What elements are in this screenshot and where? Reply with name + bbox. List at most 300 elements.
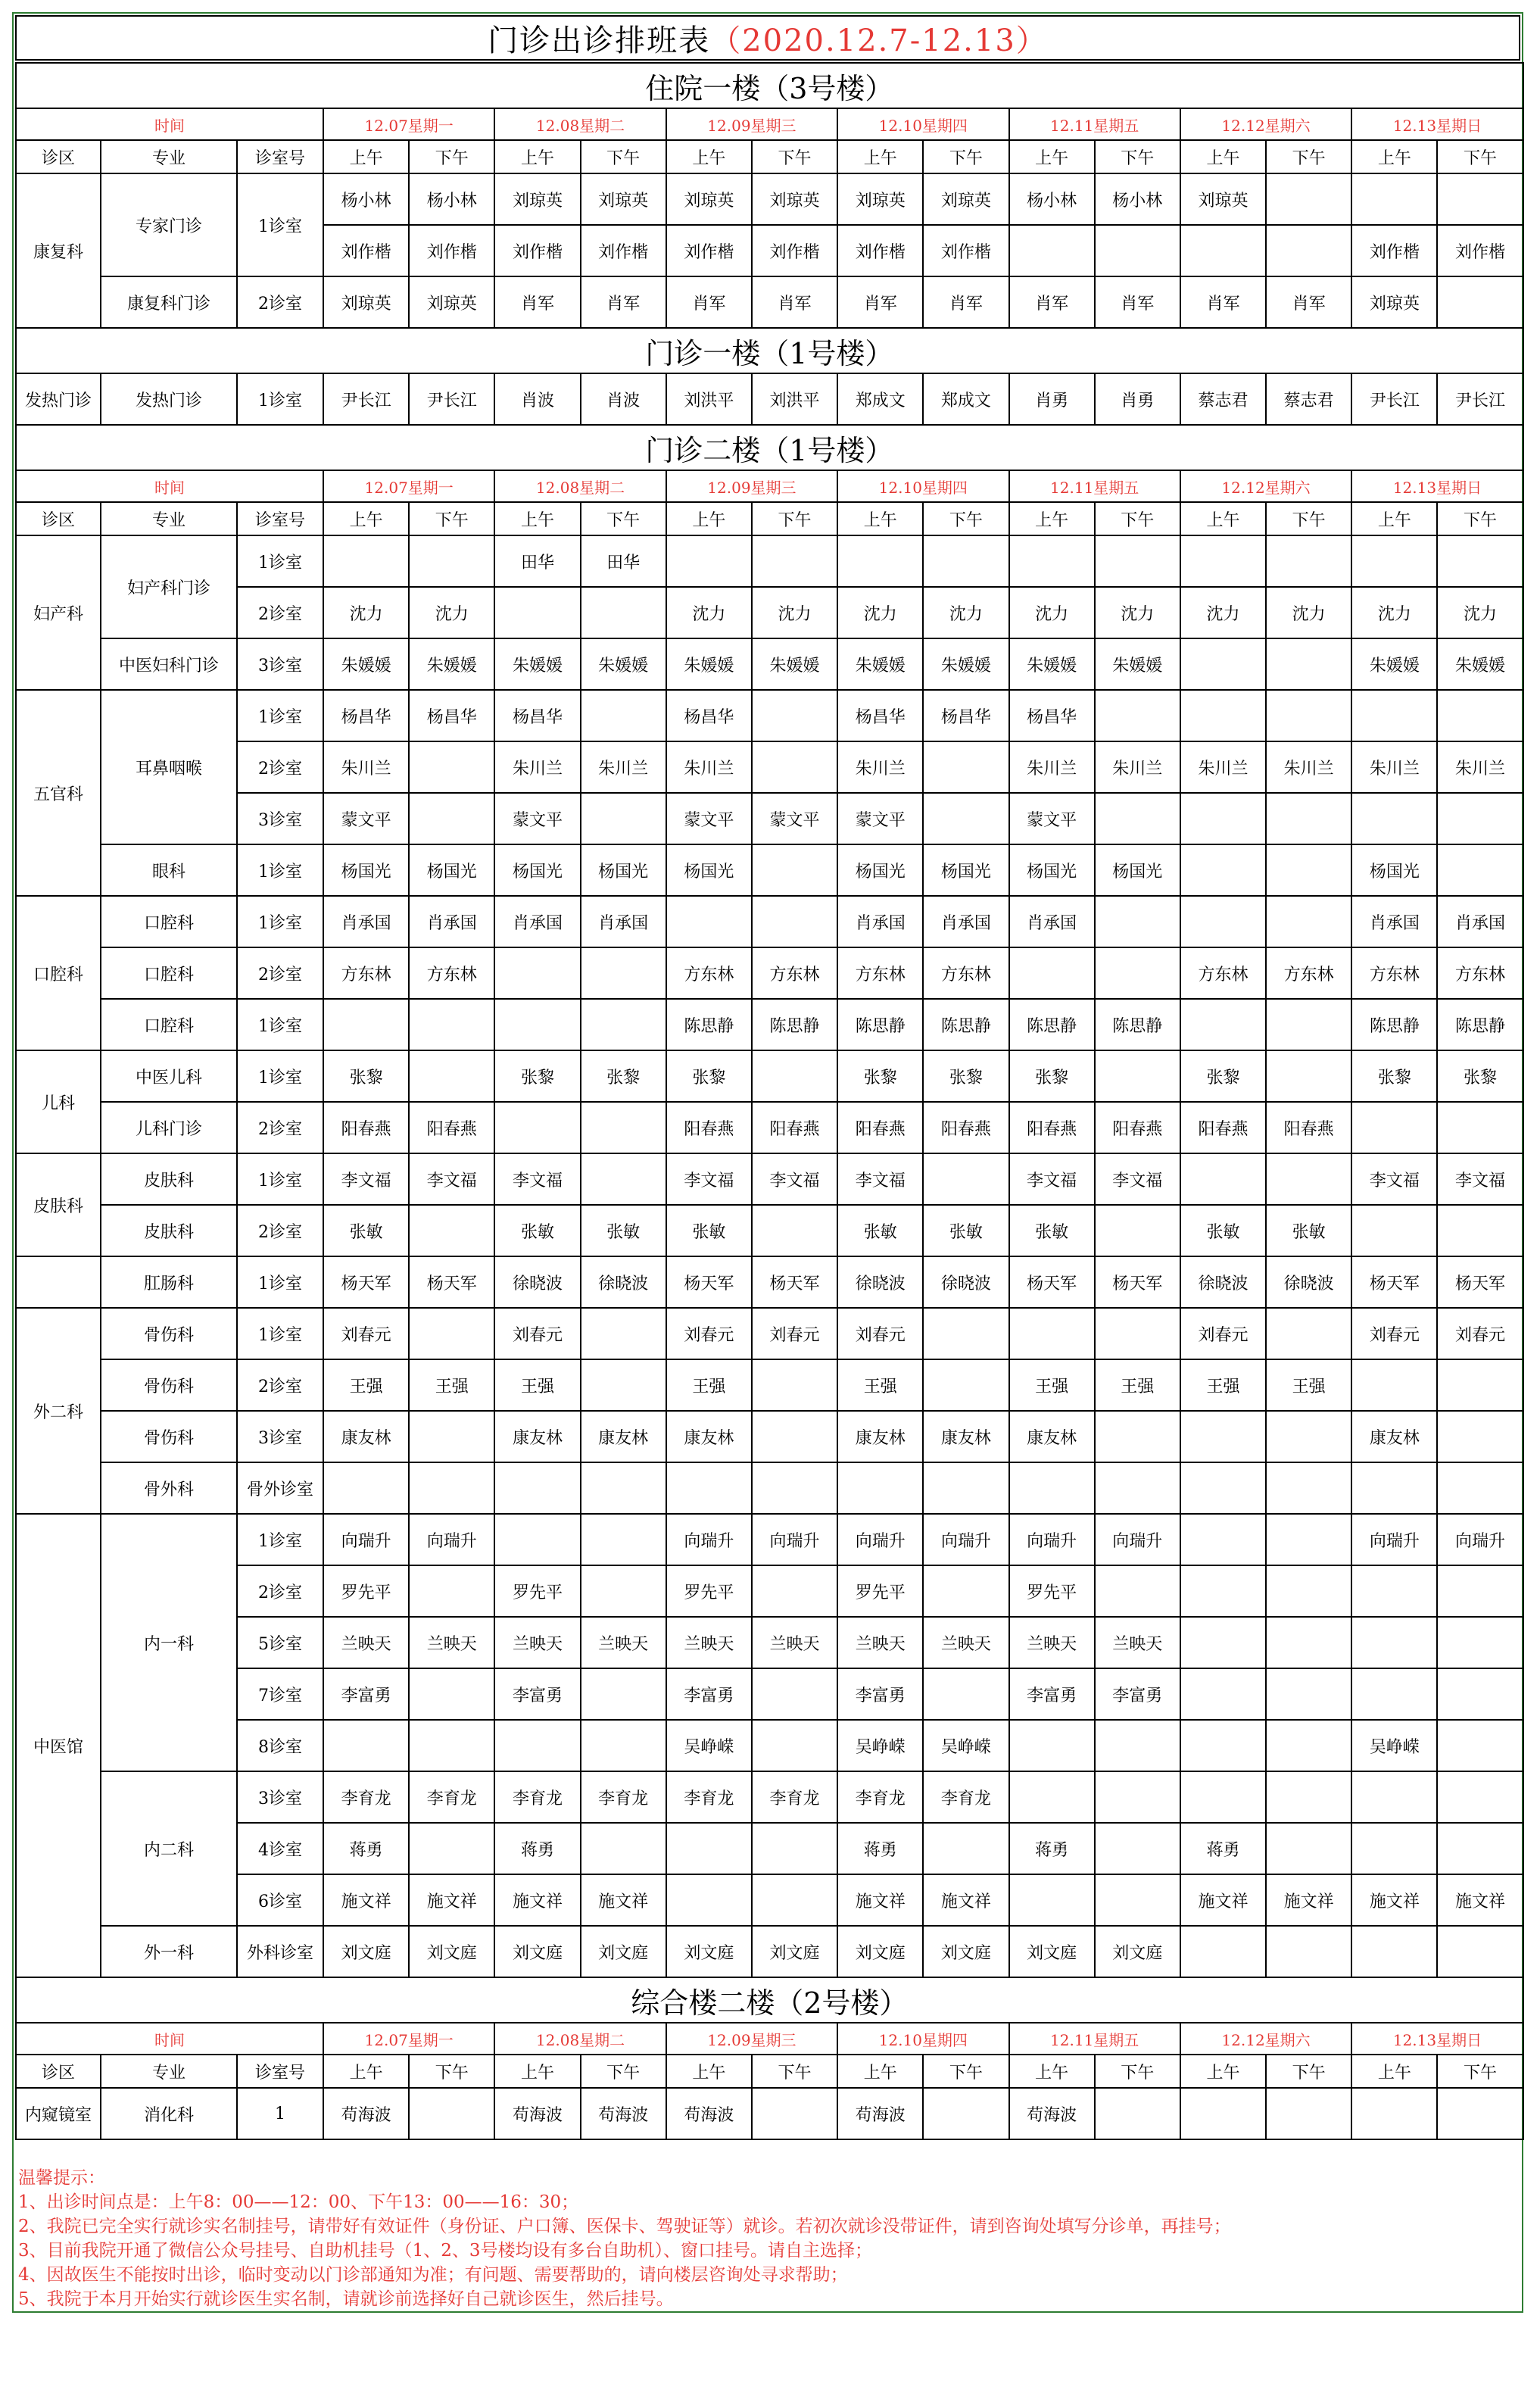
doctor-cell: 方东林 bbox=[409, 947, 494, 999]
table-row bbox=[16, 1874, 1523, 1926]
doctor-cell: 阳春燕 bbox=[752, 1102, 837, 1153]
day-header: 12.08星期二 bbox=[494, 108, 666, 140]
doctor-cell: 兰映天 bbox=[1095, 1617, 1180, 1668]
table-row bbox=[16, 1205, 1523, 1256]
doctor-cell: 蒙文平 bbox=[323, 793, 409, 844]
specialty-cell: 内二科 bbox=[101, 1771, 237, 1926]
table-row bbox=[16, 276, 1523, 328]
doctor-cell: 刘琼英 bbox=[409, 276, 494, 328]
doctor-cell: 杨昌华 bbox=[666, 690, 752, 741]
doctor-cell bbox=[1351, 1771, 1437, 1823]
floor-name: 综合楼二楼（2号楼） bbox=[16, 1977, 1523, 2023]
doctor-cell: 肖承国 bbox=[581, 896, 666, 947]
day-header: 12.12星期六 bbox=[1180, 470, 1351, 502]
doctor-cell bbox=[1437, 1771, 1523, 1823]
doctor-cell: 兰映天 bbox=[1009, 1617, 1095, 1668]
table-row bbox=[16, 1102, 1523, 1153]
doctor-cell: 徐晓波 bbox=[1180, 1256, 1266, 1308]
doctor-cell: 李富勇 bbox=[666, 1668, 752, 1720]
doctor-cell bbox=[1351, 2088, 1437, 2139]
doctor-cell: 施文祥 bbox=[837, 1874, 923, 1926]
am-header: 上午 bbox=[1009, 2055, 1095, 2088]
doctor-cell: 罗先平 bbox=[494, 1565, 580, 1617]
doctor-cell bbox=[752, 1565, 837, 1617]
doctor-cell: 肖军 bbox=[581, 276, 666, 328]
day-header: 12.13星期日 bbox=[1351, 108, 1523, 140]
room-cell: 2诊室 bbox=[237, 587, 323, 638]
doctor-cell: 李育龙 bbox=[409, 1771, 494, 1823]
doctor-cell bbox=[923, 1462, 1008, 1514]
floor-header-row bbox=[16, 1977, 1523, 2023]
doctor-cell: 蒙文平 bbox=[1009, 793, 1095, 844]
doctor-cell: 杨国光 bbox=[1095, 844, 1180, 896]
doctor-cell bbox=[1437, 173, 1523, 225]
specialty-cell: 外一科 bbox=[101, 1926, 237, 1977]
schedule-sheet bbox=[12, 12, 1523, 2313]
zone-cell: 五官科 bbox=[16, 690, 101, 896]
doctor-cell bbox=[752, 1411, 837, 1462]
doctor-cell: 蔡志君 bbox=[1180, 373, 1266, 425]
notice-title: 温馨提示： bbox=[18, 2168, 105, 2188]
doctor-cell bbox=[923, 535, 1008, 587]
doctor-cell bbox=[923, 2088, 1008, 2139]
room-cell: 1诊室 bbox=[237, 1153, 323, 1205]
doctor-cell: 王强 bbox=[494, 1359, 580, 1411]
doctor-cell: 刘文庭 bbox=[323, 1926, 409, 1977]
column-header-row bbox=[16, 502, 1523, 535]
doctor-cell bbox=[1095, 1050, 1180, 1102]
column-header-row bbox=[16, 140, 1523, 173]
doctor-cell: 刘春元 bbox=[752, 1308, 837, 1359]
doctor-cell bbox=[752, 1050, 837, 1102]
room-cell: 1诊室 bbox=[237, 1308, 323, 1359]
doctor-cell: 肖承国 bbox=[837, 896, 923, 947]
doctor-cell: 刘文庭 bbox=[1095, 1926, 1180, 1977]
doctor-cell bbox=[923, 1359, 1008, 1411]
doctor-cell: 阳春燕 bbox=[1266, 1102, 1351, 1153]
specialty-cell: 专家门诊 bbox=[101, 173, 237, 276]
doctor-cell: 杨昌华 bbox=[1009, 690, 1095, 741]
am-header: 上午 bbox=[837, 2055, 923, 2088]
doctor-cell bbox=[1437, 1668, 1523, 1720]
doctor-cell: 张敏 bbox=[1009, 1205, 1095, 1256]
doctor-cell bbox=[1180, 1617, 1266, 1668]
doctor-cell: 蒙文平 bbox=[666, 793, 752, 844]
doctor-cell: 肖军 bbox=[1266, 276, 1351, 328]
doctor-cell: 杨国光 bbox=[323, 844, 409, 896]
doctor-cell bbox=[1180, 1153, 1266, 1205]
doctor-cell bbox=[1009, 535, 1095, 587]
doctor-cell: 沈力 bbox=[837, 587, 923, 638]
doctor-cell bbox=[1351, 1462, 1437, 1514]
doctor-cell bbox=[666, 1462, 752, 1514]
doctor-cell: 朱川兰 bbox=[494, 741, 580, 793]
doctor-cell: 刘文庭 bbox=[923, 1926, 1008, 1977]
doctor-cell: 施文祥 bbox=[581, 1874, 666, 1926]
doctor-cell bbox=[1266, 638, 1351, 690]
room-cell: 1诊室 bbox=[237, 690, 323, 741]
doctor-cell: 苟海波 bbox=[1009, 2088, 1095, 2139]
room-header: 诊室号 bbox=[237, 2055, 323, 2088]
doctor-cell bbox=[323, 535, 409, 587]
pm-header: 下午 bbox=[409, 502, 494, 535]
doctor-cell bbox=[752, 1823, 837, 1874]
table-row bbox=[16, 638, 1523, 690]
pm-header: 下午 bbox=[1266, 502, 1351, 535]
doctor-cell bbox=[1266, 1823, 1351, 1874]
doctor-cell: 刘琼英 bbox=[494, 173, 580, 225]
doctor-cell bbox=[1266, 1771, 1351, 1823]
room-header: 诊室号 bbox=[237, 502, 323, 535]
doctor-cell bbox=[581, 1308, 666, 1359]
day-header: 12.07星期一 bbox=[323, 108, 494, 140]
doctor-cell: 李富勇 bbox=[323, 1668, 409, 1720]
doctor-cell: 肖军 bbox=[837, 276, 923, 328]
doctor-cell: 张敏 bbox=[666, 1205, 752, 1256]
pm-header: 下午 bbox=[923, 2055, 1008, 2088]
day-header: 12.11星期五 bbox=[1009, 108, 1180, 140]
day-header: 12.09星期三 bbox=[666, 2023, 837, 2055]
doctor-cell bbox=[752, 1720, 837, 1771]
doctor-cell bbox=[1009, 1720, 1095, 1771]
doctor-cell bbox=[1180, 844, 1266, 896]
doctor-cell bbox=[494, 999, 580, 1050]
doctor-cell bbox=[409, 1462, 494, 1514]
am-header: 上午 bbox=[1009, 502, 1095, 535]
room-cell: 2诊室 bbox=[237, 1359, 323, 1411]
doctor-cell: 刘琼英 bbox=[666, 173, 752, 225]
doctor-cell: 李文福 bbox=[1009, 1153, 1095, 1205]
room-cell: 1诊室 bbox=[237, 535, 323, 587]
zone-cell: 中医馆 bbox=[16, 1514, 101, 1977]
doctor-cell: 施文祥 bbox=[1351, 1874, 1437, 1926]
pm-header: 下午 bbox=[1095, 140, 1180, 173]
doctor-cell bbox=[1437, 793, 1523, 844]
floor-name: 门诊二楼（1号楼） bbox=[16, 425, 1523, 470]
doctor-cell bbox=[409, 793, 494, 844]
doctor-cell: 肖承国 bbox=[494, 896, 580, 947]
doctor-cell: 吴峥嵘 bbox=[666, 1720, 752, 1771]
doctor-cell: 李育龙 bbox=[837, 1771, 923, 1823]
am-header: 上午 bbox=[494, 140, 580, 173]
doctor-cell: 李文福 bbox=[494, 1153, 580, 1205]
doctor-cell bbox=[752, 1874, 837, 1926]
doctor-cell: 朱川兰 bbox=[1266, 741, 1351, 793]
doctor-cell: 朱川兰 bbox=[581, 741, 666, 793]
doctor-cell bbox=[1180, 1720, 1266, 1771]
doctor-cell: 肖波 bbox=[581, 373, 666, 425]
doctor-cell: 李育龙 bbox=[752, 1771, 837, 1823]
pm-header: 下午 bbox=[752, 502, 837, 535]
doctor-cell: 肖军 bbox=[666, 276, 752, 328]
doctor-cell bbox=[666, 1823, 752, 1874]
doctor-cell bbox=[581, 690, 666, 741]
doctor-cell: 方东林 bbox=[1180, 947, 1266, 999]
doctor-cell: 徐晓波 bbox=[1266, 1256, 1351, 1308]
doctor-cell bbox=[1351, 1565, 1437, 1617]
doctor-cell: 张敏 bbox=[1266, 1205, 1351, 1256]
table-row bbox=[16, 947, 1523, 999]
doctor-cell bbox=[581, 1668, 666, 1720]
doctor-cell: 杨天军 bbox=[1009, 1256, 1095, 1308]
doctor-cell: 张黎 bbox=[323, 1050, 409, 1102]
doctor-cell bbox=[1095, 793, 1180, 844]
room-cell: 外科诊室 bbox=[237, 1926, 323, 1977]
doctor-cell bbox=[409, 741, 494, 793]
doctor-cell: 沈力 bbox=[1266, 587, 1351, 638]
doctor-cell: 方东林 bbox=[1266, 947, 1351, 999]
doctor-cell: 兰映天 bbox=[666, 1617, 752, 1668]
am-header: 上午 bbox=[666, 140, 752, 173]
doctor-cell bbox=[1180, 999, 1266, 1050]
doctor-cell bbox=[1095, 2088, 1180, 2139]
doctor-cell: 兰映天 bbox=[752, 1617, 837, 1668]
doctor-cell bbox=[1266, 535, 1351, 587]
doctor-cell: 刘洪平 bbox=[666, 373, 752, 425]
doctor-cell bbox=[1437, 1926, 1523, 1977]
doctor-cell bbox=[1095, 690, 1180, 741]
pm-header: 下午 bbox=[923, 140, 1008, 173]
doctor-cell: 尹长江 bbox=[1351, 373, 1437, 425]
doctor-cell bbox=[1095, 1411, 1180, 1462]
doctor-cell: 沈力 bbox=[1437, 587, 1523, 638]
room-cell: 2诊室 bbox=[237, 1102, 323, 1153]
doctor-cell: 吴峥嵘 bbox=[837, 1720, 923, 1771]
doctor-cell: 沈力 bbox=[1351, 587, 1437, 638]
doctor-cell: 苟海波 bbox=[666, 2088, 752, 2139]
specialty-cell: 耳鼻咽喉 bbox=[101, 690, 237, 844]
doctor-cell: 杨国光 bbox=[581, 844, 666, 896]
specialty-cell: 消化科 bbox=[101, 2088, 237, 2139]
schedule-table bbox=[15, 62, 1524, 2140]
table-row bbox=[16, 1153, 1523, 1205]
doctor-cell: 肖勇 bbox=[1009, 373, 1095, 425]
doctor-cell bbox=[1009, 1462, 1095, 1514]
doctor-cell: 施文祥 bbox=[1437, 1874, 1523, 1926]
doctor-cell: 张黎 bbox=[837, 1050, 923, 1102]
doctor-cell bbox=[1266, 999, 1351, 1050]
am-header: 上午 bbox=[1351, 140, 1437, 173]
specialty-header: 专业 bbox=[101, 502, 237, 535]
doctor-cell: 刘琼英 bbox=[923, 173, 1008, 225]
doctor-cell: 刘春元 bbox=[323, 1308, 409, 1359]
doctor-cell: 朱媛媛 bbox=[1095, 638, 1180, 690]
doctor-cell bbox=[752, 1359, 837, 1411]
doctor-cell: 朱川兰 bbox=[1437, 741, 1523, 793]
doctor-cell bbox=[494, 1462, 580, 1514]
time-label: 时间 bbox=[16, 2023, 323, 2055]
doctor-cell bbox=[581, 947, 666, 999]
floor-name: 住院一楼（3号楼） bbox=[16, 63, 1523, 108]
specialty-cell: 眼科 bbox=[101, 844, 237, 896]
doctor-cell: 蒋勇 bbox=[494, 1823, 580, 1874]
room-cell: 8诊室 bbox=[237, 1720, 323, 1771]
doctor-cell bbox=[1180, 225, 1266, 276]
doctor-cell: 肖承国 bbox=[409, 896, 494, 947]
pm-header: 下午 bbox=[752, 140, 837, 173]
doctor-cell: 向瑞升 bbox=[1009, 1514, 1095, 1565]
doctor-cell bbox=[1437, 1617, 1523, 1668]
doctor-cell: 刘文庭 bbox=[494, 1926, 580, 1977]
specialty-cell: 儿科门诊 bbox=[101, 1102, 237, 1153]
doctor-cell: 阳春燕 bbox=[666, 1102, 752, 1153]
doctor-cell: 方东林 bbox=[323, 947, 409, 999]
doctor-cell bbox=[923, 793, 1008, 844]
doctor-cell bbox=[752, 1668, 837, 1720]
doctor-cell bbox=[1351, 1205, 1437, 1256]
doctor-cell: 兰映天 bbox=[494, 1617, 580, 1668]
doctor-cell bbox=[1266, 1050, 1351, 1102]
doctor-cell bbox=[1009, 1874, 1095, 1926]
doctor-cell: 王强 bbox=[666, 1359, 752, 1411]
doctor-cell: 杨国光 bbox=[666, 844, 752, 896]
doctor-cell bbox=[1009, 1771, 1095, 1823]
table-row bbox=[16, 1720, 1523, 1771]
doctor-cell bbox=[1180, 1926, 1266, 1977]
doctor-cell: 向瑞升 bbox=[1351, 1514, 1437, 1565]
doctor-cell: 杨昌华 bbox=[323, 690, 409, 741]
room-cell: 3诊室 bbox=[237, 1771, 323, 1823]
doctor-cell bbox=[581, 1720, 666, 1771]
room-header: 诊室号 bbox=[237, 140, 323, 173]
doctor-cell: 张敏 bbox=[1180, 1205, 1266, 1256]
doctor-cell: 朱媛媛 bbox=[1009, 638, 1095, 690]
doctor-cell: 杨天军 bbox=[323, 1256, 409, 1308]
time-row bbox=[16, 108, 1523, 140]
doctor-cell: 李文福 bbox=[1095, 1153, 1180, 1205]
doctor-cell: 王强 bbox=[1095, 1359, 1180, 1411]
doctor-cell: 沈力 bbox=[1180, 587, 1266, 638]
specialty-header: 专业 bbox=[101, 140, 237, 173]
table-row bbox=[16, 1359, 1523, 1411]
doctor-cell bbox=[409, 2088, 494, 2139]
pm-header: 下午 bbox=[409, 2055, 494, 2088]
doctor-cell: 尹长江 bbox=[323, 373, 409, 425]
doctor-cell bbox=[1266, 793, 1351, 844]
doctor-cell: 朱媛媛 bbox=[923, 638, 1008, 690]
doctor-cell bbox=[1095, 896, 1180, 947]
doctor-cell bbox=[837, 1462, 923, 1514]
doctor-cell: 朱媛媛 bbox=[409, 638, 494, 690]
doctor-cell bbox=[923, 1668, 1008, 1720]
am-header: 上午 bbox=[1180, 502, 1266, 535]
doctor-cell: 张黎 bbox=[1351, 1050, 1437, 1102]
table-row bbox=[16, 587, 1523, 638]
doctor-cell: 施文祥 bbox=[1180, 1874, 1266, 1926]
doctor-cell: 徐晓波 bbox=[581, 1256, 666, 1308]
doctor-cell bbox=[494, 587, 580, 638]
doctor-cell: 兰映天 bbox=[581, 1617, 666, 1668]
doctor-cell: 李文福 bbox=[323, 1153, 409, 1205]
doctor-cell bbox=[1180, 1462, 1266, 1514]
doctor-cell: 刘春元 bbox=[1351, 1308, 1437, 1359]
doctor-cell: 朱川兰 bbox=[1009, 741, 1095, 793]
doctor-cell bbox=[1095, 1565, 1180, 1617]
doctor-cell: 施文祥 bbox=[409, 1874, 494, 1926]
doctor-cell: 刘琼英 bbox=[1351, 276, 1437, 328]
doctor-cell: 朱川兰 bbox=[837, 741, 923, 793]
doctor-cell: 刘作楷 bbox=[409, 225, 494, 276]
doctor-cell: 刘琼英 bbox=[323, 276, 409, 328]
doctor-cell: 刘作楷 bbox=[323, 225, 409, 276]
doctor-cell bbox=[1266, 1308, 1351, 1359]
doctor-cell: 张黎 bbox=[1180, 1050, 1266, 1102]
doctor-cell: 向瑞升 bbox=[666, 1514, 752, 1565]
doctor-cell: 张黎 bbox=[923, 1050, 1008, 1102]
doctor-cell: 杨小林 bbox=[1095, 173, 1180, 225]
doctor-cell bbox=[1266, 2088, 1351, 2139]
pm-header: 下午 bbox=[581, 502, 666, 535]
doctor-cell: 方东林 bbox=[666, 947, 752, 999]
room-cell: 6诊室 bbox=[237, 1874, 323, 1926]
doctor-cell bbox=[1266, 1462, 1351, 1514]
am-header: 上午 bbox=[837, 140, 923, 173]
doctor-cell: 苟海波 bbox=[494, 2088, 580, 2139]
doctor-cell: 阳春燕 bbox=[837, 1102, 923, 1153]
specialty-cell: 口腔科 bbox=[101, 947, 237, 999]
doctor-cell bbox=[752, 896, 837, 947]
doctor-cell: 刘作楷 bbox=[752, 225, 837, 276]
title-date-range: （2020.12.7-12.13） bbox=[710, 23, 1048, 58]
title-main: 门诊出诊排班表 bbox=[488, 23, 711, 58]
table-row bbox=[16, 896, 1523, 947]
doctor-cell bbox=[1437, 1720, 1523, 1771]
doctor-cell bbox=[409, 1205, 494, 1256]
doctor-cell: 蒙文平 bbox=[494, 793, 580, 844]
doctor-cell: 施文祥 bbox=[494, 1874, 580, 1926]
room-cell: 3诊室 bbox=[237, 1411, 323, 1462]
room-cell: 1诊室 bbox=[237, 844, 323, 896]
notice-item: 5、我院于本月开始实行就诊医生实名制，请就诊前选择好自己就诊医生，然后挂号。 bbox=[18, 2289, 674, 2309]
doctor-cell: 蒋勇 bbox=[1009, 1823, 1095, 1874]
day-header: 12.07星期一 bbox=[323, 470, 494, 502]
doctor-cell: 刘琼英 bbox=[837, 173, 923, 225]
doctor-cell bbox=[1180, 896, 1266, 947]
specialty-cell: 骨伤科 bbox=[101, 1359, 237, 1411]
doctor-cell: 杨天军 bbox=[1437, 1256, 1523, 1308]
am-header: 上午 bbox=[323, 2055, 409, 2088]
doctor-cell: 王强 bbox=[323, 1359, 409, 1411]
doctor-cell bbox=[1009, 947, 1095, 999]
pm-header: 下午 bbox=[1095, 502, 1180, 535]
doctor-cell: 张敏 bbox=[494, 1205, 580, 1256]
doctor-cell bbox=[409, 1050, 494, 1102]
zone-header: 诊区 bbox=[16, 2055, 101, 2088]
doctor-cell bbox=[752, 2088, 837, 2139]
doctor-cell bbox=[1351, 1617, 1437, 1668]
doctor-cell: 李文福 bbox=[837, 1153, 923, 1205]
doctor-cell: 沈力 bbox=[923, 587, 1008, 638]
doctor-cell bbox=[1180, 1514, 1266, 1565]
doctor-cell: 沈力 bbox=[323, 587, 409, 638]
doctor-cell: 李文福 bbox=[409, 1153, 494, 1205]
doctor-cell bbox=[409, 1720, 494, 1771]
doctor-cell: 蒙文平 bbox=[752, 793, 837, 844]
doctor-cell: 朱川兰 bbox=[666, 741, 752, 793]
doctor-cell: 杨国光 bbox=[923, 844, 1008, 896]
doctor-cell: 杨国光 bbox=[494, 844, 580, 896]
doctor-cell: 张敏 bbox=[923, 1205, 1008, 1256]
doctor-cell bbox=[1437, 535, 1523, 587]
table-row bbox=[16, 1565, 1523, 1617]
doctor-cell: 朱川兰 bbox=[1351, 741, 1437, 793]
room-cell: 1诊室 bbox=[237, 1256, 323, 1308]
doctor-cell: 刘文庭 bbox=[837, 1926, 923, 1977]
doctor-cell: 杨国光 bbox=[409, 844, 494, 896]
doctor-cell: 施文祥 bbox=[323, 1874, 409, 1926]
room-cell: 7诊室 bbox=[237, 1668, 323, 1720]
doctor-cell bbox=[1095, 1205, 1180, 1256]
